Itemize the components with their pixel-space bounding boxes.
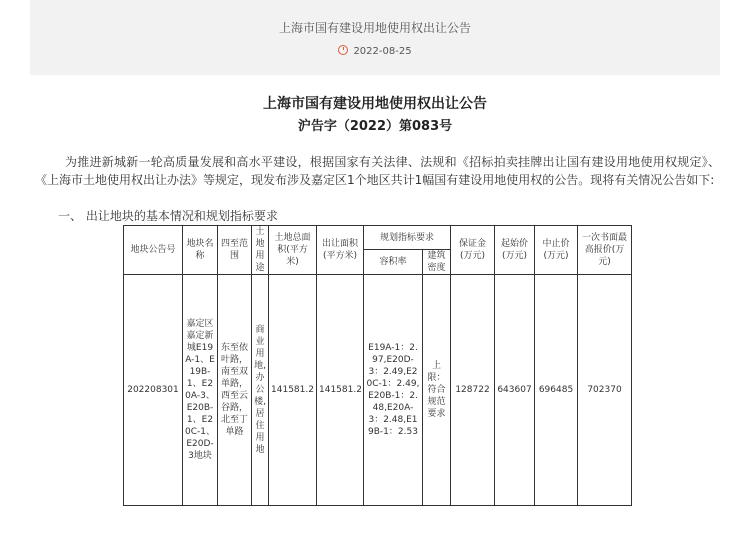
cell-max-written-bid: 702370	[578, 275, 632, 506]
cell-stop-price: 696485	[535, 275, 578, 506]
header-deposit: 保证金(万元)	[451, 226, 495, 275]
header-total-area: 土地总面积(平方米)	[269, 226, 317, 275]
header-planning-group: 规划指标要求	[364, 226, 451, 250]
clock-icon	[338, 45, 348, 55]
table-row	[124, 275, 632, 506]
section-heading: 一、 出让地块的基本情况和规划指标要求	[58, 209, 278, 223]
cell-land-use: 商业用地,办公楼,居住用地	[252, 275, 269, 506]
header-max-written-bid: 一次书面最高报价(万元)	[578, 226, 632, 275]
land-table	[123, 225, 632, 506]
table-header-row	[124, 226, 632, 250]
cell-building-density: 上限：符合规范要求	[423, 275, 451, 506]
cell-plot-ratio: E19A-1：2.97,E20D-3：2.49,E20C-1：2.49,E20B-1：2.48,E20A-3：2.48,E19B-1：2.53	[364, 275, 423, 506]
document-title: 上海市国有建设用地使用权出让公告	[263, 96, 487, 112]
header-boundary: 四至范围	[218, 226, 252, 275]
cell-deposit: 128722	[451, 275, 495, 506]
cell-starting-price: 643607	[495, 275, 535, 506]
document-number: 沪告字（2022）第083号	[297, 119, 453, 134]
cell-total-area: 141581.2	[269, 275, 317, 506]
cell-parcel-name: 嘉定区嘉定新城E19A-1、E19B-1、E20A-3、E20B-1、E20C-1、E20D-3地块	[183, 275, 218, 506]
cell-transfer-area: 141581.2	[317, 275, 364, 506]
cell-announcement-no: 202208301	[124, 275, 183, 506]
header-stop-price: 中止价(万元)	[535, 226, 578, 275]
header-plot-ratio: 容积率	[364, 250, 423, 275]
header-land-use: 土地用途	[252, 226, 269, 275]
intro-paragraph: 为推进新城新一轮高质量发展和高水平建设，根据国家有关法律、法规和《招标拍卖挂牌出让国有建设用地使用权规定》、《上海市土地使用权出让办法》等规定，现发布涉及嘉定区1个地区共计1幅国有建设用地使用权的公告。现将有关情况公告如下:	[35, 155, 720, 187]
header-title: 上海市国有建设用地使用权出让公告	[278, 21, 471, 35]
header-parcel-name: 地块名称	[183, 226, 218, 275]
header-building-density: 建筑密度	[423, 250, 451, 275]
header-announcement-no: 地块公告号	[124, 226, 183, 275]
publish-date-text: 2022-08-25	[353, 46, 412, 57]
header-transfer-area: 出让面积(平方米)	[317, 226, 364, 275]
cell-boundary: 东至依叶路，南至双单路，西至云谷路，北至丁单路	[218, 275, 252, 506]
publish-date	[30, 45, 720, 57]
header-bar	[30, 0, 720, 75]
header-starting-price: 起始价(万元)	[495, 226, 535, 275]
